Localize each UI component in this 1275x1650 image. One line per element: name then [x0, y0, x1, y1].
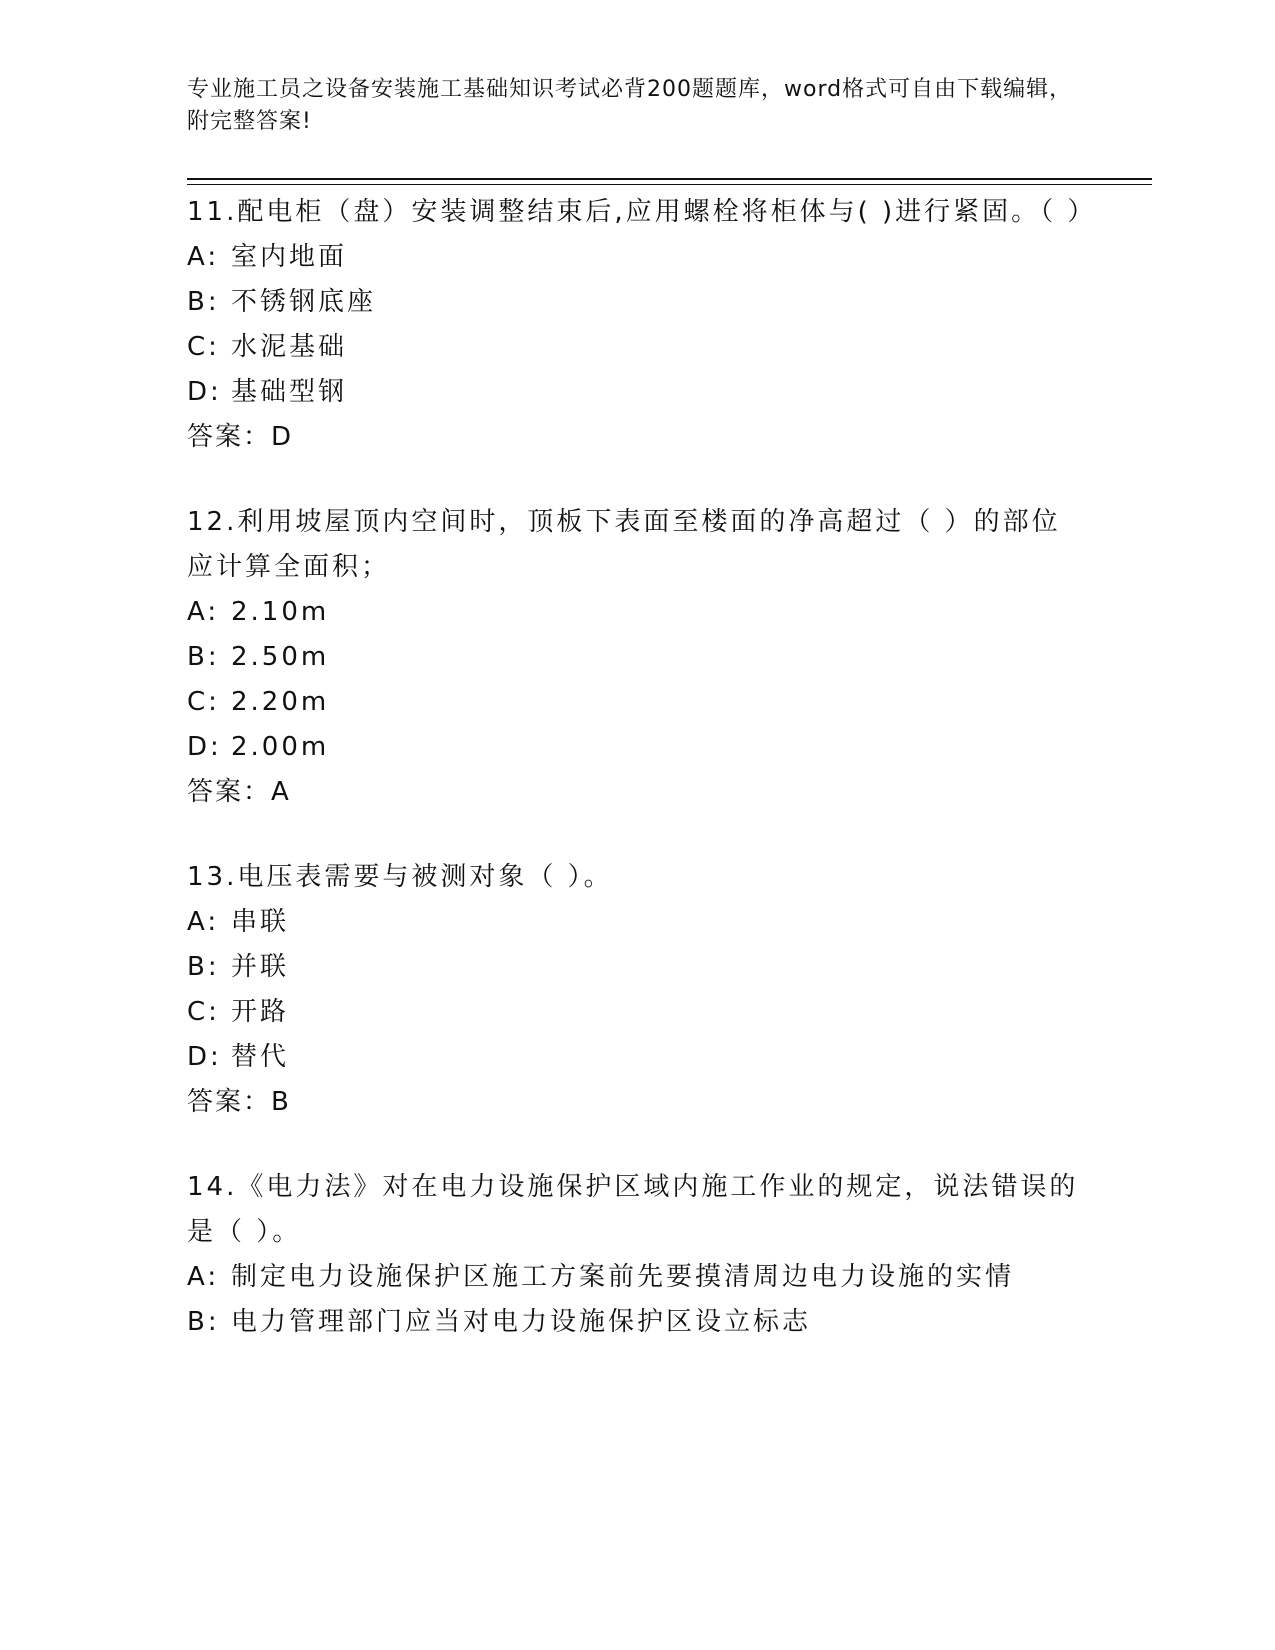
option-text: 2.10m — [231, 597, 330, 627]
option-letter: D: — [187, 1042, 222, 1072]
option-a — [187, 235, 1087, 280]
option-b — [187, 280, 1087, 325]
option-c — [187, 990, 1087, 1035]
question-stem: 14.《电力法》对在电力设施保护区域内施工作业的规定，说法错误的是（ ）。 — [187, 1172, 1079, 1247]
option-text: 制定电力设施保护区施工方案前先要摸清周边电力设施的实情 — [231, 1262, 1015, 1292]
question-stem: 11.配电柜（盘）安装调整结束后,应用螺栓将柜体与( )进行紧固。（ ） — [187, 197, 1097, 227]
option-text: 室内地面 — [231, 242, 348, 272]
option-text: 开路 — [231, 997, 290, 1027]
option-letter: B: — [187, 1307, 220, 1337]
question-11 — [187, 190, 1097, 460]
option-b — [187, 1300, 1087, 1345]
answer-line: 答案：B — [187, 1087, 291, 1117]
option-letter: A: — [187, 597, 220, 627]
option-text: 水泥基础 — [231, 332, 348, 362]
option-a — [187, 900, 1087, 945]
option-letter: C: — [187, 687, 220, 717]
question-14 — [187, 1165, 1087, 1345]
option-a — [187, 1255, 1087, 1300]
option-text: 2.00m — [231, 732, 330, 762]
option-letter: C: — [187, 332, 220, 362]
option-letter: A: — [187, 242, 220, 272]
option-letter: C: — [187, 997, 220, 1027]
option-text: 串联 — [231, 907, 290, 937]
option-text: 基础型钢 — [231, 377, 348, 407]
option-text: 并联 — [231, 952, 290, 982]
question-stem: 12.利用坡屋顶内空间时，顶板下表面至楼面的净高超过（ ）的部位应计算全面积； — [187, 507, 1061, 582]
option-text: 2.20m — [231, 687, 330, 717]
option-letter: B: — [187, 287, 220, 317]
option-d — [187, 725, 1087, 770]
option-d — [187, 1035, 1087, 1080]
option-letter: A: — [187, 907, 220, 937]
question-list — [187, 190, 1097, 1385]
option-a — [187, 590, 1087, 635]
option-letter: D: — [187, 732, 222, 762]
header-divider-thick — [187, 178, 1152, 180]
option-text: 2.50m — [231, 642, 330, 672]
option-letter: B: — [187, 642, 220, 672]
question-stem: 13.电压表需要与被测对象（ ）。 — [187, 862, 613, 892]
option-letter: D: — [187, 377, 222, 407]
option-d — [187, 370, 1087, 415]
question-13 — [187, 855, 1087, 1125]
option-c — [187, 680, 1087, 725]
option-text: 不锈钢底座 — [231, 287, 377, 317]
header-divider-thin — [187, 184, 1152, 185]
option-letter: A: — [187, 1262, 220, 1292]
option-c — [187, 325, 1087, 370]
option-letter: B: — [187, 952, 220, 982]
document-header: 专业施工员之设备安装施工基础知识考试必背200题题库，word格式可自由下载编辑，附完整答案! — [187, 77, 1073, 134]
option-b — [187, 945, 1087, 990]
question-12 — [187, 500, 1087, 815]
option-text: 电力管理部门应当对电力设施保护区设立标志 — [231, 1307, 812, 1337]
answer-line: 答案：D — [187, 422, 294, 452]
answer-line: 答案：A — [187, 777, 291, 807]
option-text: 替代 — [231, 1042, 290, 1072]
option-b — [187, 635, 1087, 680]
